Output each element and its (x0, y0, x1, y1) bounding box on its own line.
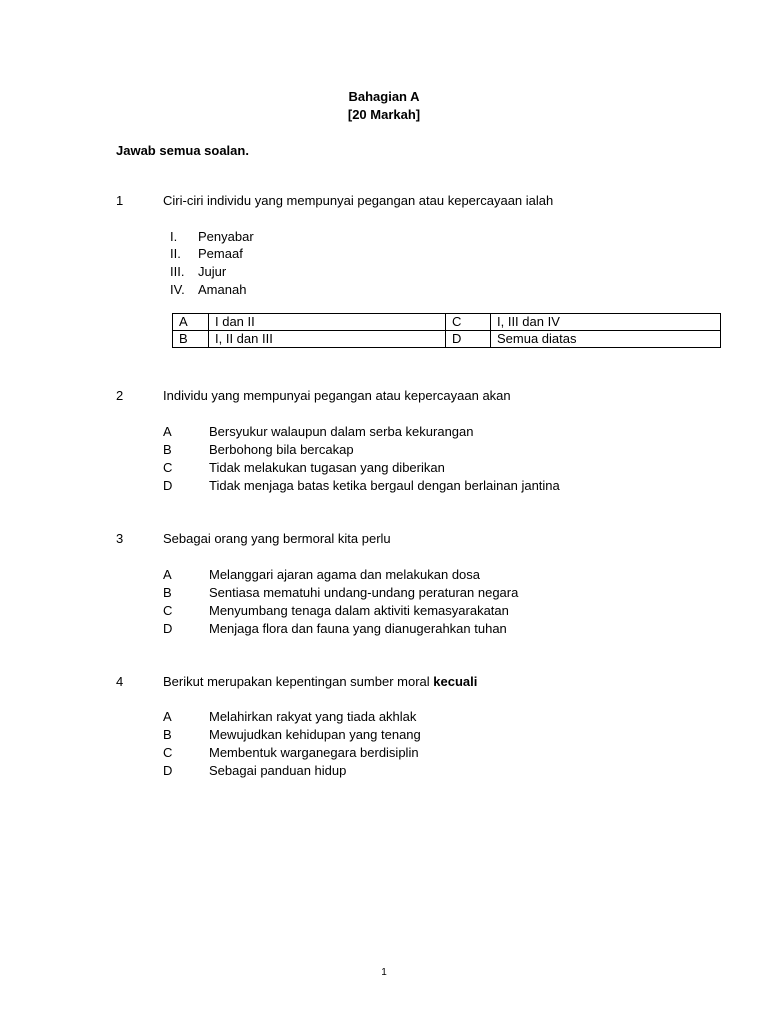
option-text: Membentuk warganegara berdisiplin (209, 745, 419, 760)
option-label: D (163, 478, 173, 493)
table-row (173, 331, 721, 348)
question-number: 2 (116, 388, 124, 403)
answer-table (172, 313, 721, 348)
section-marks: [20 Markah] (347, 107, 421, 122)
statement-text: Penyabar (198, 229, 254, 244)
instruction: Jawab semua soalan. (116, 143, 249, 158)
question-emphasis: kecuali (433, 674, 478, 689)
option-label: A (163, 567, 172, 582)
question-text (163, 673, 477, 691)
option-text: Sentiasa mematuhi undang-undang peraturan negara (209, 585, 519, 600)
question-text: Ciri-ciri individu yang mempunyai pegangan atau kepercayaan ialah (163, 193, 554, 208)
statement-text: Pemaaf (198, 246, 243, 261)
statement-text: Jujur (198, 264, 227, 279)
statement-label: I. (170, 229, 178, 244)
statement-item (170, 281, 246, 299)
option-text: Tidak menjaga batas ketika bergaul dengan berlainan jantina (209, 478, 560, 493)
option-label: C (163, 603, 173, 618)
question-text-main: Berikut merupakan kepentingan sumber moral (163, 674, 434, 689)
option-text: Mewujudkan kehidupan yang tenang (209, 727, 421, 742)
statement-label: III. (170, 264, 185, 279)
option-text: Melanggari ajaran agama dan melakukan dosa (209, 567, 481, 582)
option-text: Sebagai panduan hidup (209, 763, 347, 778)
table-row (173, 314, 721, 331)
section-title: Bahagian A (348, 89, 420, 104)
option-label: C (163, 460, 173, 475)
option-label: D (446, 331, 491, 348)
option-text: Semua diatas (491, 331, 721, 348)
option-text: Melahirkan rakyat yang tiada akhlak (209, 709, 417, 724)
option-text: Bersyukur walaupun dalam serba kekurangan (209, 424, 474, 439)
option-label: A (163, 709, 172, 724)
option-label: A (163, 424, 172, 439)
option-text: I, III dan IV (491, 314, 721, 331)
option-text: I dan II (209, 314, 446, 331)
option-label: B (163, 727, 172, 742)
option-label: B (173, 331, 209, 348)
question-number: 4 (116, 674, 124, 689)
option-label: D (163, 621, 173, 636)
statement-item (170, 245, 243, 263)
option-label: D (163, 763, 173, 778)
option-label: A (173, 314, 209, 331)
statement-text: Amanah (198, 282, 247, 297)
option-label: B (163, 585, 172, 600)
question-number: 1 (116, 193, 124, 208)
question-text: Individu yang mempunyai pegangan atau kepercayaan akan (163, 388, 511, 403)
statement-item (170, 228, 254, 246)
option-label: C (446, 314, 491, 331)
question-text: Sebagai orang yang bermoral kita perlu (163, 531, 391, 546)
option-label: C (163, 745, 173, 760)
option-text: I, II dan III (209, 331, 446, 348)
statement-item (170, 263, 226, 281)
option-text: Menjaga flora dan fauna yang dianugerahkan tuhan (209, 621, 507, 636)
option-label: B (163, 442, 172, 457)
statement-label: II. (170, 246, 181, 261)
statement-label: IV. (170, 282, 185, 297)
option-text: Berbohong bila bercakap (209, 442, 354, 457)
question-number: 3 (116, 531, 124, 546)
option-text: Menyumbang tenaga dalam aktiviti kemasyarakatan (209, 603, 509, 618)
page-number: 1 (381, 967, 387, 978)
option-text: Tidak melakukan tugasan yang diberikan (209, 460, 445, 475)
